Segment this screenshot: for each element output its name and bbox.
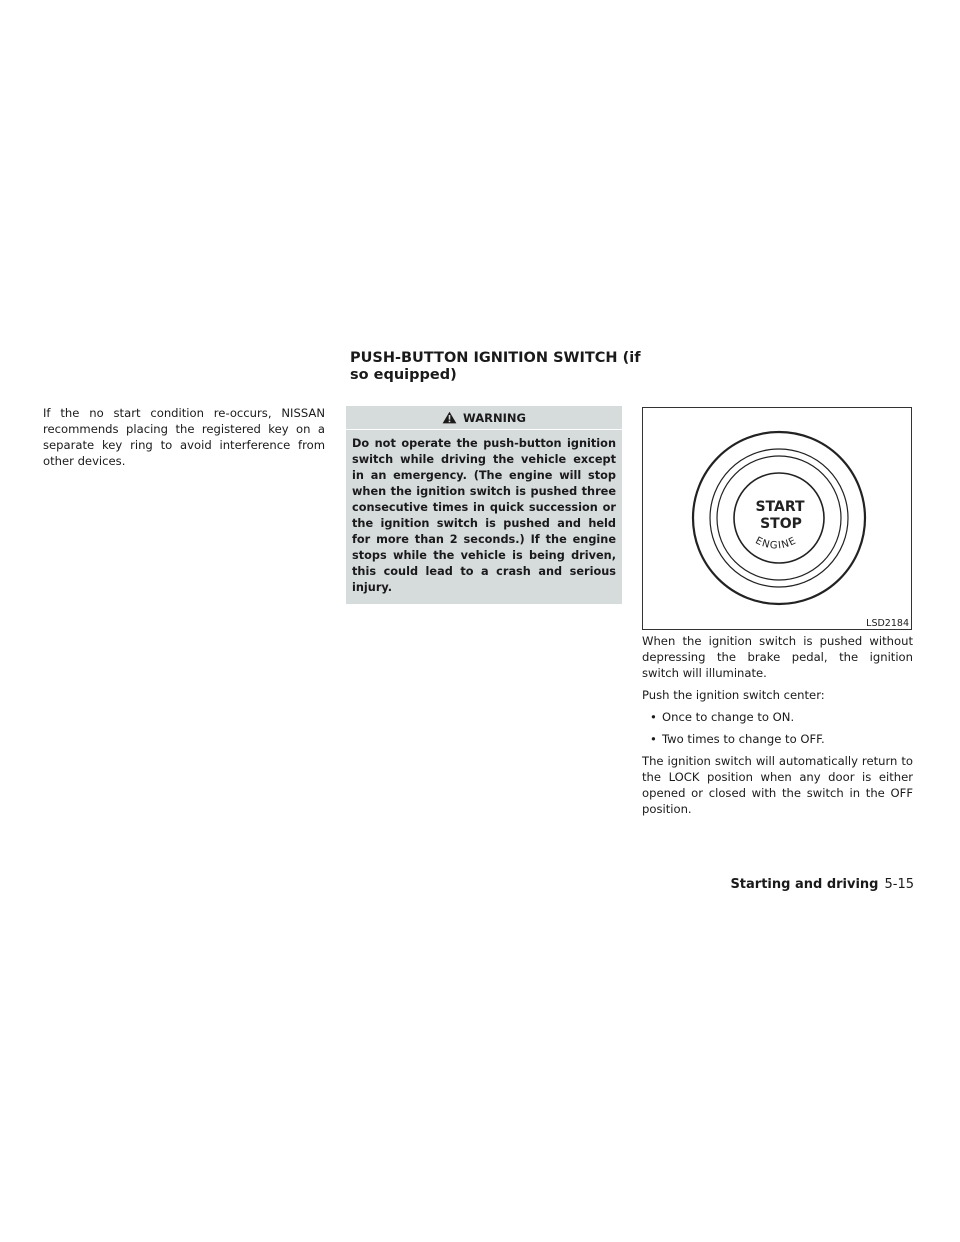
warning-box (346, 406, 622, 604)
list-item: • Once to change to ON. (650, 710, 795, 724)
left-column (43, 405, 325, 469)
push-bullet-list (642, 709, 913, 747)
lock-return-paragraph: The ignition switch will automatically return to the LOCK position when any door is either opened or closed with the switch in the OFF position. (642, 754, 913, 816)
no-start-paragraph: If the no start condition re-occurs, NISSAN recommends placing the registered key on a separate key ring to avoid interference from other devices. (43, 406, 325, 468)
chapter-title: Starting and driving (730, 877, 879, 892)
page-footer (730, 877, 914, 893)
warning-header (346, 406, 622, 430)
push-instruction-paragraph: Push the ignition switch center: (642, 688, 825, 702)
warning-label: WARNING (463, 410, 526, 425)
button-label-engine: ENGINE (753, 535, 799, 552)
ignition-switch-figure (642, 407, 912, 630)
illumination-paragraph: When the ignition switch is pushed without depressing the brake pedal, the ignition switch will illuminate. (642, 634, 913, 680)
warning-text: Do not operate the push-button ignition switch while driving the vehicle except in an emergency. (The engine will stop when the ignition switch is pushed three consecutive times in quick succession or the ignition switch is pushed and held for more than 2 seconds.) If the engine stops while the vehicle is being driven, this could lead to a crash and serious injury. (352, 437, 616, 594)
list-item: • Two times to change to OFF. (650, 732, 825, 746)
page-number: 5-15 (884, 877, 914, 892)
button-label-stop: STOP (760, 516, 802, 532)
right-column (642, 633, 913, 823)
ignition-button-illustration (643, 408, 911, 629)
section-heading: PUSH-BUTTON IGNITION SWITCH (if so equipped) (350, 350, 641, 383)
figure-code: LSD2184 (866, 618, 909, 629)
warning-triangle-icon (442, 411, 457, 424)
svg-text:ENGINE (753, 535, 798, 551)
button-label-start: START (755, 499, 805, 515)
